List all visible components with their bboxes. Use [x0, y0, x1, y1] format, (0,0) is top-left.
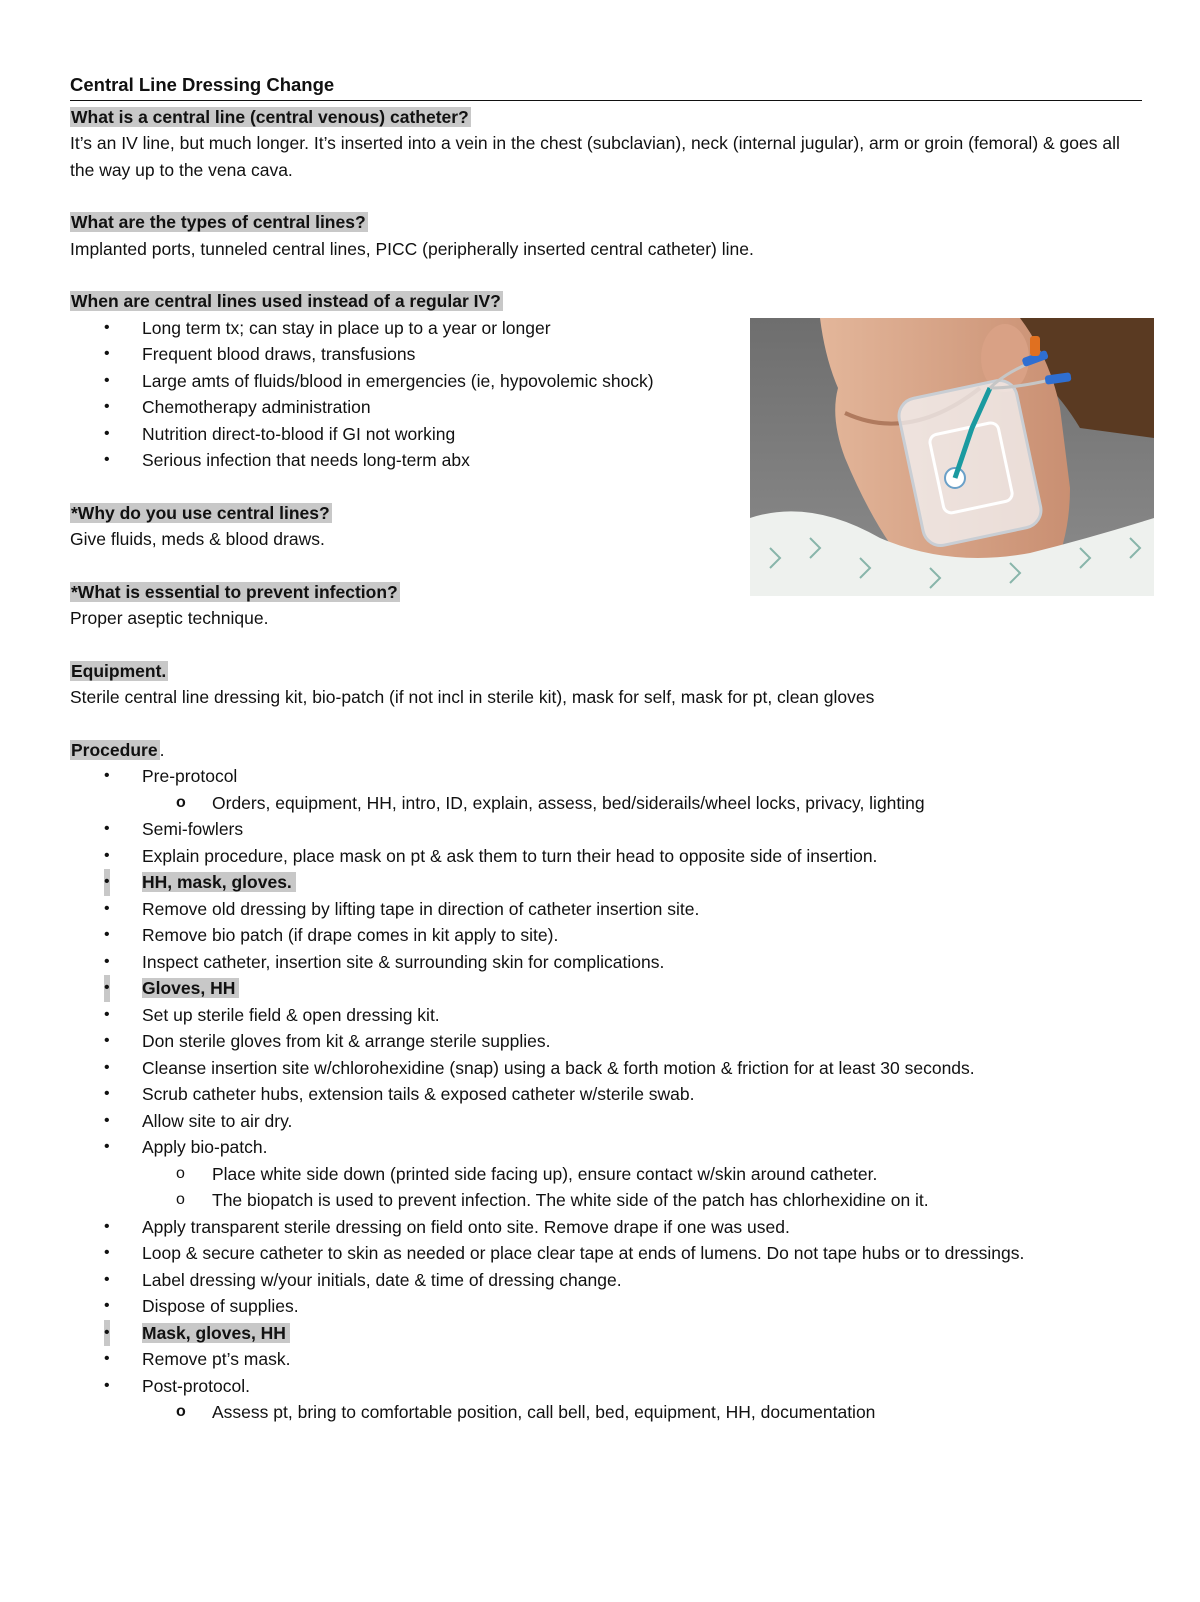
bullet-icon: •: [104, 1297, 110, 1314]
bullet-icon: •: [104, 952, 110, 970]
bullet-icon: •: [104, 926, 110, 943]
section-text: Implanted ports, tunneled central lines, PICC (peripherally inserted central catheter) line.: [70, 238, 754, 259]
section-heading: What is a central line (central venous) catheter?: [71, 106, 469, 127]
list-item: • Apply transparent sterile dressing on field onto site. Remove drape if one was used.: [70, 1214, 1142, 1241]
section-heading: Equipment.: [71, 660, 167, 681]
section-text: It’s an IV line, but much longer. It’s inserted into a vein in the chest (subclavian), neck (internal jugular), arm or groin (femoral) & goes all the way up to the vena cava.: [70, 133, 1120, 180]
section-what-is-central-line: [70, 104, 1142, 184]
list-item-highlighted: • Gloves, HH: [70, 975, 1142, 1002]
list-item: • Dispose of supplies.: [70, 1293, 1142, 1320]
section-procedure: Procedure . • Pre-protocol o Orders, equipment, HH, intro, ID, explain, assess, bed/siderails/wheel locks, privacy, lighting • Semi-fowlers • Explain procedure, place mask on pt & ask them to turn their head to opposite side of insertion. • HH, mask, gloves. • Remove old dressing by lifting tape in direction of catheter insertion site. • Remove bio patch (if drape comes in kit apply to site). • Inspect catheter, insertion site & surrounding skin for complications. • Gloves, HH • Set up sterile field & open dressing kit. • Don sterile gloves from kit & arrange sterile supplies. • Cleanse insertion site w/chlorohexidine (snap) using a back & forth motion & friction for at least 30 seconds. • Scrub catheter hubs, extension tails & exposed catheter w/sterile swab. • Allow site to air dry. • Apply bio-patch. o Place white side down (printed side facing up), ensure contact w/skin around catheter. o The biopatch is used to prevent infection. The white side of the patch has chlorhexidine on it. • Apply transparent sterile dressing on field onto site. Remove drape if one was used. • Loop & secure catheter to skin as needed or place clear tape at ends of lumens. Do not tape hubs or to dressings. • Label dressing w/your initials, date & time of dressing change. • Dispose of supplies. • Mask, gloves, HH • Remove pt’s mask. • Post-protocol. o Assess pt, bring to comfortable position, call bell, bed, equipment, HH, documentation: [70, 737, 1142, 1426]
bullet-icon: •: [104, 1111, 110, 1129]
list-item: • Label dressing w/your initials, date & time of dressing change.: [70, 1267, 1142, 1294]
list-item: • Frequent blood draws, transfusions: [70, 341, 730, 368]
central-line-photo: [750, 318, 1154, 596]
section-equipment: [70, 658, 1142, 711]
bullet-icon: •: [104, 1350, 110, 1367]
bullet-icon: •: [104, 318, 110, 336]
list-item: • Apply bio-patch. o Place white side down (printed side facing up), ensure contact w/skin around catheter. o The biopatch is used to prevent infection. The white side of the patch has chlorhexidine on it.: [70, 1134, 1142, 1214]
list-item: • Semi-fowlers: [70, 816, 1142, 843]
list-item: • Loop & secure catheter to skin as needed or place clear tape at ends of lumens. Do not tape hubs or to dressings.: [70, 1240, 1142, 1267]
sub-list-item: o The biopatch is used to prevent infection. The white side of the patch has chlorhexidine on it.: [142, 1187, 1142, 1214]
bullet-icon: •: [104, 1005, 110, 1023]
sub-bullet-icon: o: [176, 793, 186, 811]
bullet-icon: •: [104, 1320, 110, 1347]
list-item: • Inspect catheter, insertion site & surrounding skin for complications.: [70, 949, 1142, 976]
list-item: • Chemotherapy administration: [70, 394, 730, 421]
bullet-icon: •: [104, 1244, 110, 1261]
section-text: Give fluids, meds & blood draws.: [70, 529, 325, 549]
list-item-highlighted: • Mask, gloves, HH: [70, 1320, 1142, 1347]
bullet-icon: •: [104, 1032, 110, 1049]
section-text: Proper aseptic technique.: [70, 608, 269, 628]
bullet-icon: •: [104, 1058, 110, 1076]
sub-list-item: o Assess pt, bring to comfortable position, call bell, bed, equipment, HH, documentation: [142, 1399, 1142, 1426]
section-text: Sterile central line dressing kit, bio-patch (if not incl in sterile kit), mask for self, mask for pt, clean gloves: [70, 687, 875, 707]
sub-bullet-icon: o: [176, 1191, 185, 1208]
list-item: • Don sterile gloves from kit & arrange sterile supplies.: [70, 1028, 1142, 1055]
document-page: [70, 72, 1142, 1426]
list-item: • Pre-protocol o Orders, equipment, HH, intro, ID, explain, assess, bed/siderails/wheel locks, privacy, lighting: [70, 763, 1142, 816]
list-item: • Remove bio patch (if drape comes in kit apply to site).: [70, 922, 1142, 949]
list-item: • Long term tx; can stay in place up to a year or longer: [70, 315, 730, 342]
bullet-icon: •: [104, 1138, 110, 1155]
bullet-icon: •: [104, 1376, 110, 1394]
central-line-illustration: [750, 318, 1154, 596]
list-item: • Serious infection that needs long-term abx: [70, 447, 730, 474]
document-title: Central Line Dressing Change: [70, 72, 1142, 101]
bullet-icon: •: [104, 1270, 110, 1288]
orange-clamp: [1030, 336, 1040, 356]
bullet-icon: •: [104, 398, 110, 415]
bullet-icon: •: [104, 345, 110, 362]
bullet-icon: •: [104, 371, 110, 389]
section-heading: When are central lines used instead of a regular IV?: [71, 291, 501, 311]
bullet-icon: •: [104, 899, 110, 917]
list-item: • Nutrition direct-to-blood if GI not working: [70, 421, 730, 448]
bullet-icon: •: [104, 975, 110, 1002]
bullet-icon: •: [104, 1085, 110, 1102]
list-item: • Explain procedure, place mask on pt & ask them to turn their head to opposite side of insertion.: [70, 843, 1142, 870]
list-item: • Post-protocol. o Assess pt, bring to comfortable position, call bell, bed, equipment, HH, documentation: [70, 1373, 1142, 1426]
list-item-highlighted: • HH, mask, gloves.: [70, 869, 1142, 896]
sub-bullet-icon: o: [176, 1164, 185, 1182]
list-item: • Cleanse insertion site w/chlorohexidine (snap) using a back & forth motion & friction for at least 30 seconds.: [70, 1055, 1142, 1082]
sub-list-item: o Orders, equipment, HH, intro, ID, explain, assess, bed/siderails/wheel locks, privacy, lighting: [142, 790, 1142, 817]
bullet-icon: •: [104, 767, 110, 784]
sub-bullet-icon: o: [176, 1403, 186, 1420]
bullet-icon: •: [104, 846, 110, 864]
list-item: • Remove pt’s mask.: [70, 1346, 1142, 1373]
list-item: • Set up sterile field & open dressing kit.: [70, 1002, 1142, 1029]
bullet-icon: •: [104, 820, 110, 837]
bullet-icon: •: [104, 424, 110, 442]
procedure-steps: [70, 763, 1142, 1426]
list-item: • Scrub catheter hubs, extension tails & exposed catheter w/sterile swab.: [70, 1081, 1142, 1108]
section-heading: Procedure: [71, 739, 158, 760]
section-heading: What are the types of central lines?: [71, 212, 366, 232]
bullet-icon: •: [104, 1217, 110, 1235]
bullet-icon: •: [104, 451, 110, 468]
sub-list-item: o Place white side down (printed side facing up), ensure contact w/skin around catheter.: [142, 1161, 1142, 1188]
list-item: • Large amts of fluids/blood in emergencies (ie, hypovolemic shock): [70, 368, 730, 395]
section-when-used: [70, 288, 730, 474]
when-used-list: [70, 315, 730, 474]
section-heading: *What is essential to prevent infection?: [71, 581, 398, 602]
list-item: • Remove old dressing by lifting tape in direction of catheter insertion site.: [70, 896, 1142, 923]
section-heading: *Why do you use central lines?: [71, 502, 330, 523]
bullet-icon: •: [104, 869, 110, 896]
list-item: • Allow site to air dry.: [70, 1108, 1142, 1135]
section-types: [70, 209, 1142, 262]
